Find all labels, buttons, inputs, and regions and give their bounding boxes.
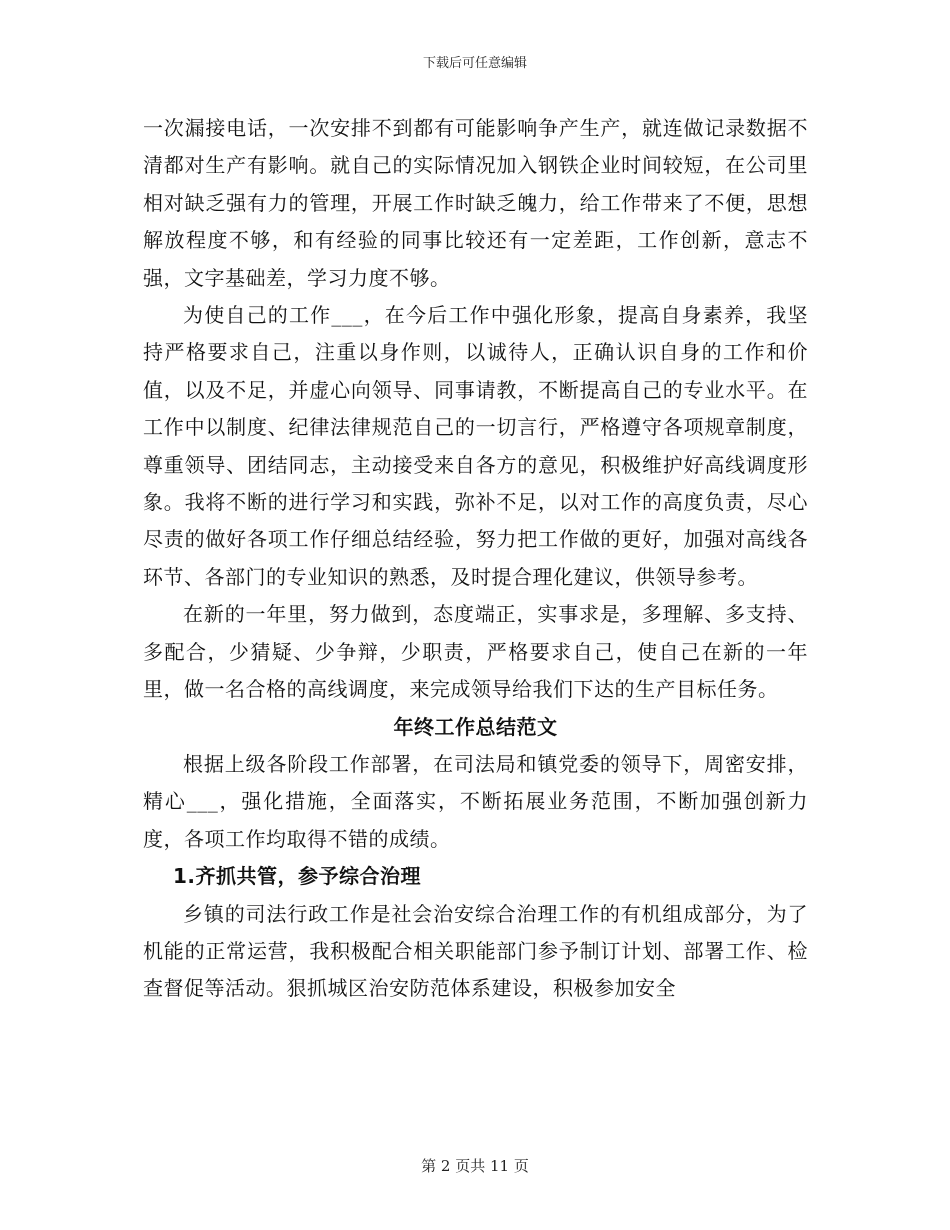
document-body bbox=[143, 110, 808, 1008]
paragraph-1: 一次漏接电话，一次安排不到都有可能影响争产生产，就连做记录数据不清都对生产有影响。就自己的实际情况加入钢铁企业时间较短，在公司里相对缺乏强有力的管理，开展工作时缺乏魄力，给工作带来了不便，思想解放程度不够，和有经验的同事比较还有一定差距，工作创新，意志不强，文字基础差，学习力度不够。 bbox=[143, 116, 808, 290]
section-title: 年终工作总结范文 bbox=[393, 714, 558, 739]
paragraph-2: 为使自己的工作___，在今后工作中强化形象，提高自身素养，我坚持严格要求自己，注重以身作则，以诚待人，正确认识自身的工作和价值，以及不足，并虚心向领导、同事请教，不断提高自己的专业水平。在工作中以制度、纪律法律规范自己的一切言行，严格遵守各项规章制度，尊重领导、团结同志，主动接受来自各方的意见，积极维护好高线调度形象。我将不断的进行学习和实践，弥补不足，以对工作的高度负责，尽心尽责的做好各项工作仔细总结经验，努力把工作做的更好，加强对高线各环节、各部门的专业知识的熟悉，及时提合理化建议，供领导参考。 bbox=[143, 303, 808, 589]
header-note: 下载后可任意编辑 bbox=[422, 56, 527, 71]
paragraph-4: 根据上级各阶段工作部署，在司法局和镇党委的领导下，周密安排，精心___，强化措施，全面落实，不断拓展业务范围，不断加强创新力度，各项工作均取得不错的成绩。 bbox=[143, 751, 808, 851]
subheading-1: 1.齐抓共管，参予综合治理 bbox=[173, 864, 422, 889]
page-footer: 第 2 页共 11 页 bbox=[421, 1157, 529, 1175]
paragraph-5: 乡镇的司法行政工作是社会治安综合治理工作的有机组成部分，为了机能的正常运营，我积极配合相关职能部门参予制订计划、部署工作、检查督促等活动。狠抓城区治安防范体系建设，积极参加安全 bbox=[143, 901, 808, 1001]
paragraph-3: 在新的一年里，努力做到，态度端正，实事求是，多理解、多支持、多配合，少猜疑、少争辩，少职责，严格要求自己，使自己在新的一年里，做一名合格的高线调度，来完成领导给我们下达的生产目标任务。 bbox=[143, 602, 808, 702]
